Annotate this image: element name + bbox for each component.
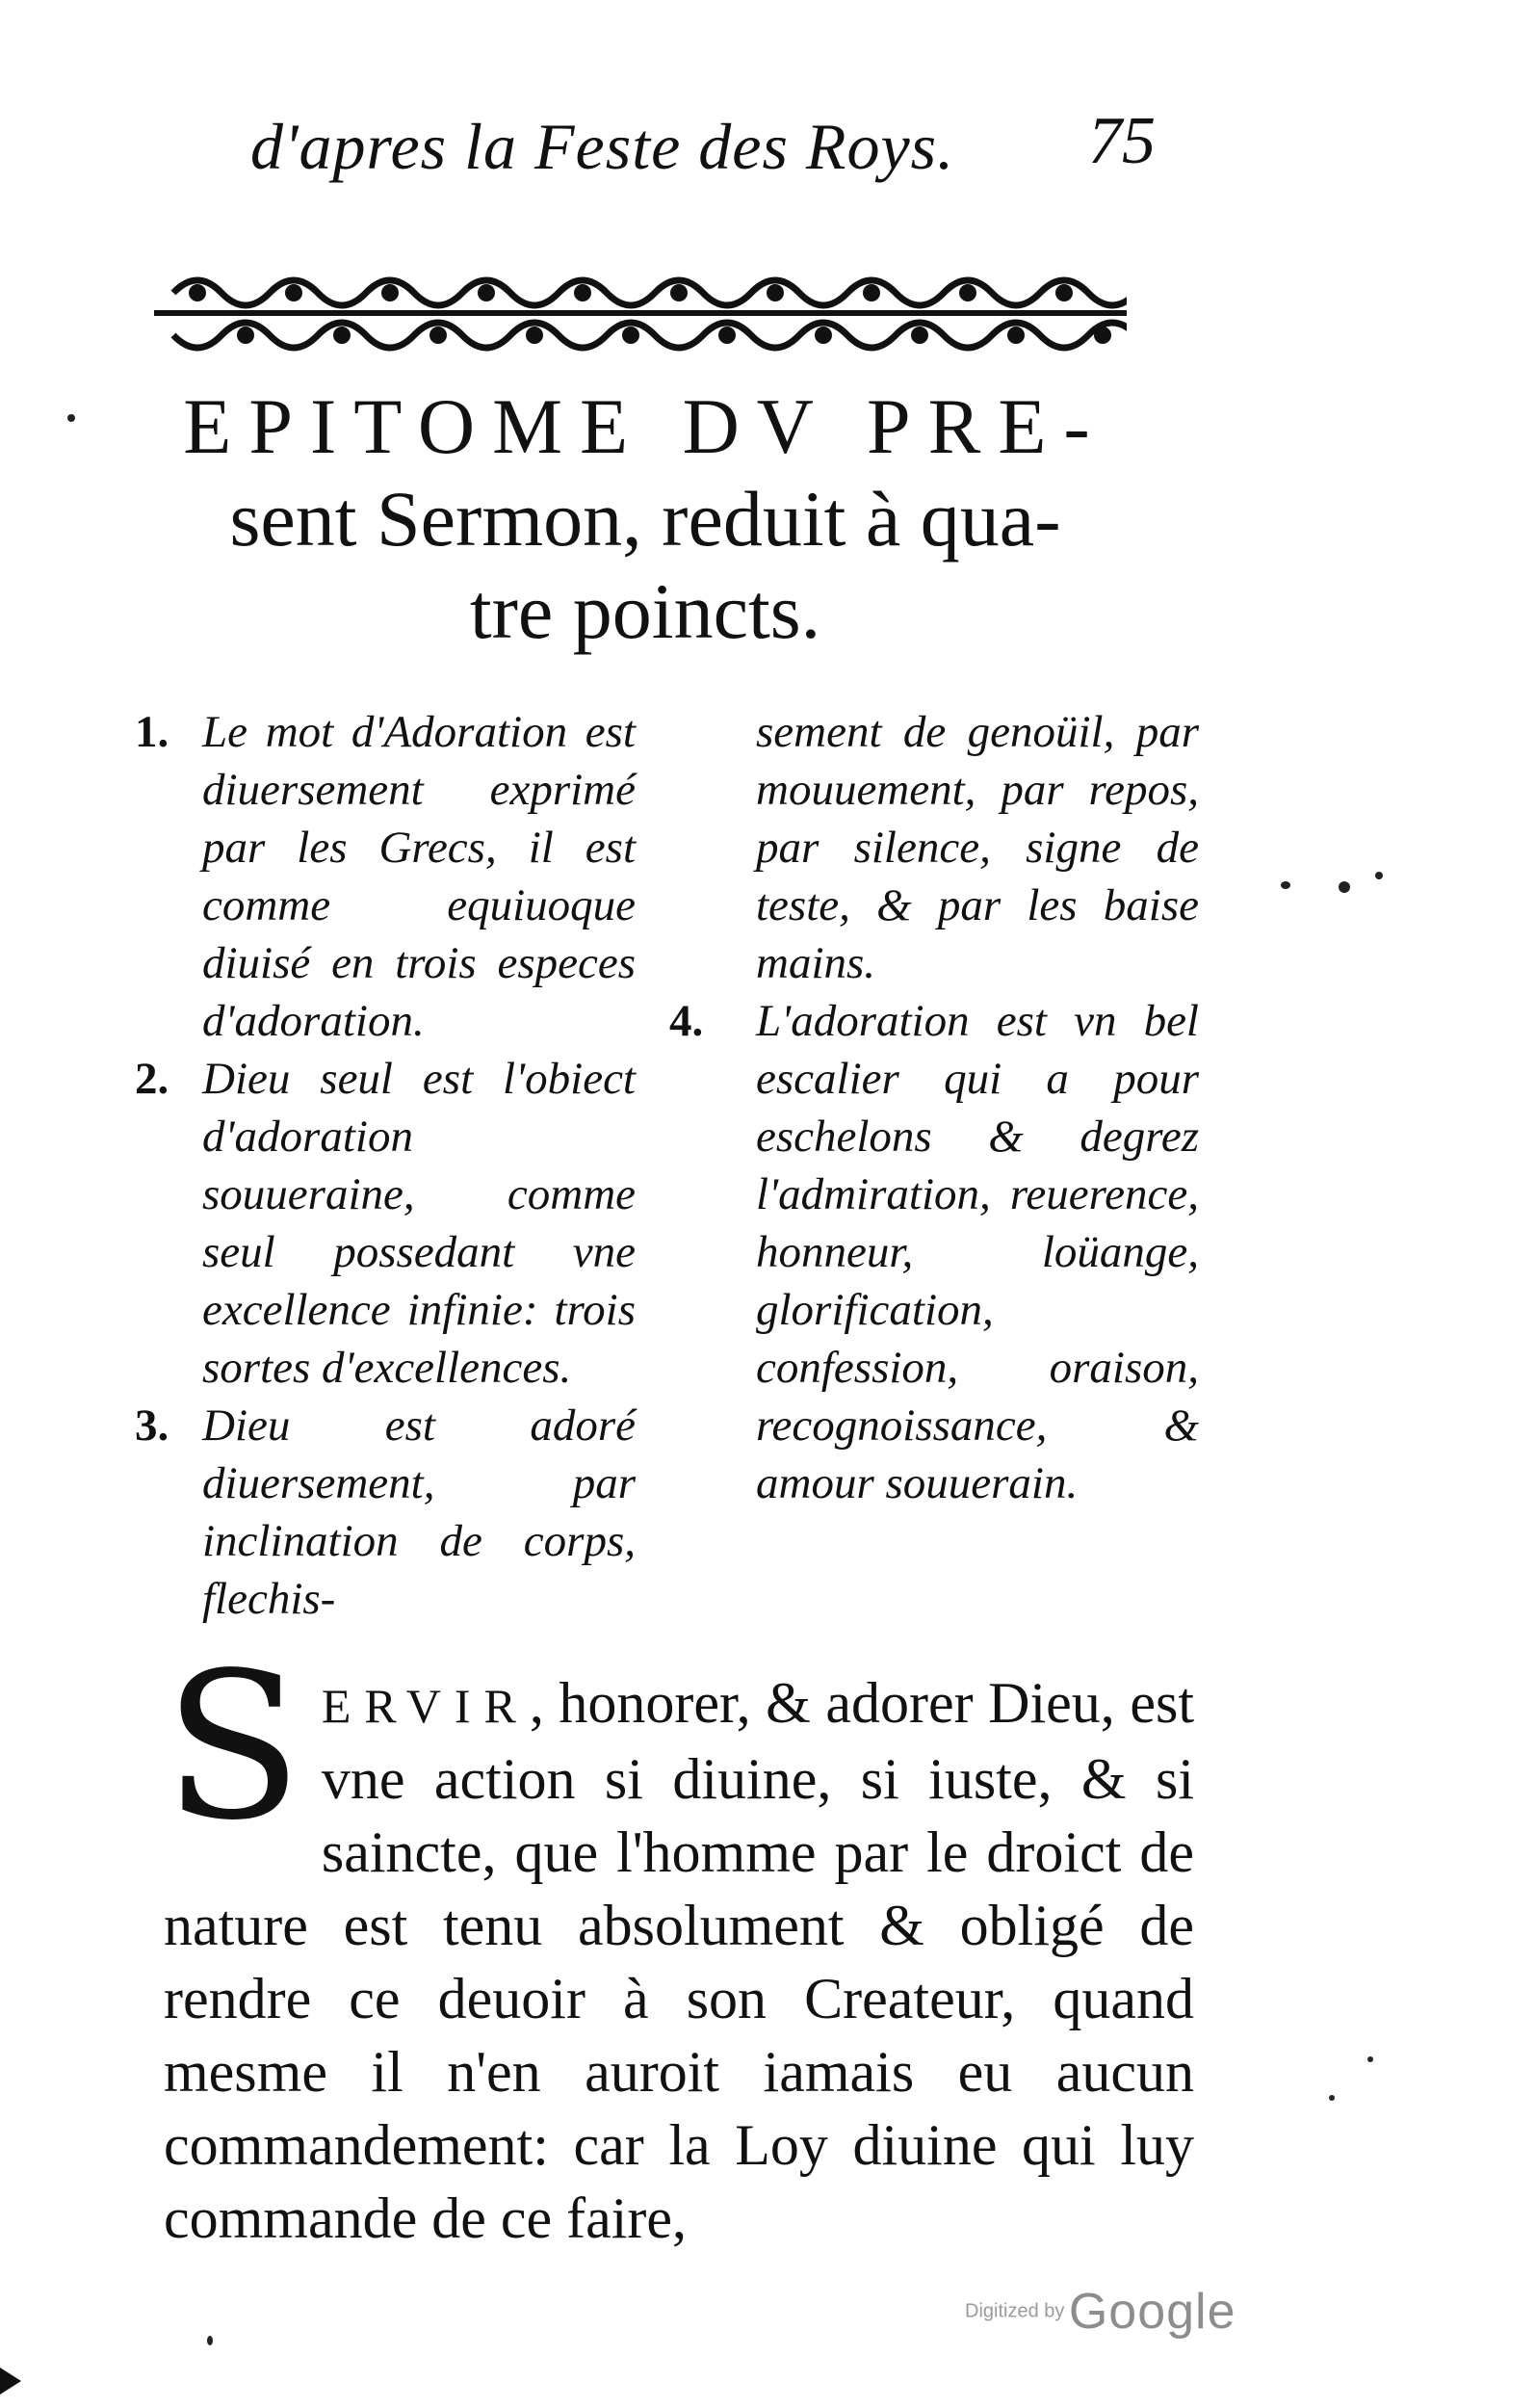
title-line-2: sent Sermon, reduit à qua- <box>229 475 1061 563</box>
scan-speck <box>1329 2095 1335 2101</box>
point-text: Dieu est adoré diuersement, par inclination de corps, flechis- <box>202 1400 636 1624</box>
scan-speck <box>207 2336 213 2345</box>
scan-speck <box>67 414 75 422</box>
point-number: 4. <box>669 996 704 1046</box>
point-number: 3. <box>135 1400 169 1451</box>
epitome-point <box>135 703 636 1050</box>
sermon-body <box>164 1629 1194 2255</box>
drop-cap: S <box>164 1629 302 1865</box>
scan-corner-marker <box>0 2368 21 2395</box>
scan-speck <box>1339 881 1350 893</box>
watermark-prefix: Digitized by <box>965 2300 1065 2322</box>
digitized-watermark <box>965 2283 1236 2341</box>
title-line-1: EPITOME DV PRE- <box>183 382 1107 470</box>
epitome-point <box>135 1050 636 1397</box>
scan-speck <box>1375 872 1383 879</box>
point-text: Le mot d'Adoration est diuersement exprimé par les Grecs, il est comme equiuoque diuisé en trois especes d'adoration. <box>202 707 636 1046</box>
body-paragraph: , honorer, & adorer Dieu, est vne action si diuine, si iuste, & si saincte, que l'homme par le droict de nature est tenu absolument & obligé de rendre ce deuoir à son Createur, quand mesme il n'en auroit iamais eu aucun commandement: car la Loy diuine qui luy commande de ce faire, <box>164 1671 1194 2250</box>
epitome-point <box>135 1397 636 1628</box>
scan-speck <box>1281 881 1290 889</box>
page-number: 75 <box>1088 104 1156 178</box>
epitome-point <box>669 992 1199 1512</box>
section-title <box>135 380 1156 658</box>
decorative-ornament-band <box>154 258 1127 366</box>
epitome-point-continuation: sement de genoüil, par mouuement, par repos, par silence, signe de teste, & par les baise mains. <box>756 707 1199 988</box>
first-word-smallcaps: ERVIR <box>321 1679 530 1733</box>
point-number: 1. <box>135 707 169 757</box>
point-text: L'adoration est vn bel escalier qui a pour eschelons & degrez l'admiration, reuerence, honneur, loüange, glorification, confession, oraison, recognoissance, & amour souuerain. <box>756 996 1199 1508</box>
epitome-left-column <box>135 703 636 1628</box>
epitome-right-column <box>669 703 1199 1512</box>
google-logo: Google <box>1068 2284 1236 2340</box>
running-head: d'apres la Feste des Roys. <box>250 110 955 183</box>
point-text: Dieu seul est l'obiect d'adoration souueraine, comme seul possedant vne excellence infinie: trois sortes d'excellences. <box>202 1054 636 1393</box>
scan-speck <box>1367 2056 1373 2062</box>
title-line-3: tre poincts. <box>469 567 821 655</box>
point-number: 2. <box>135 1054 169 1104</box>
